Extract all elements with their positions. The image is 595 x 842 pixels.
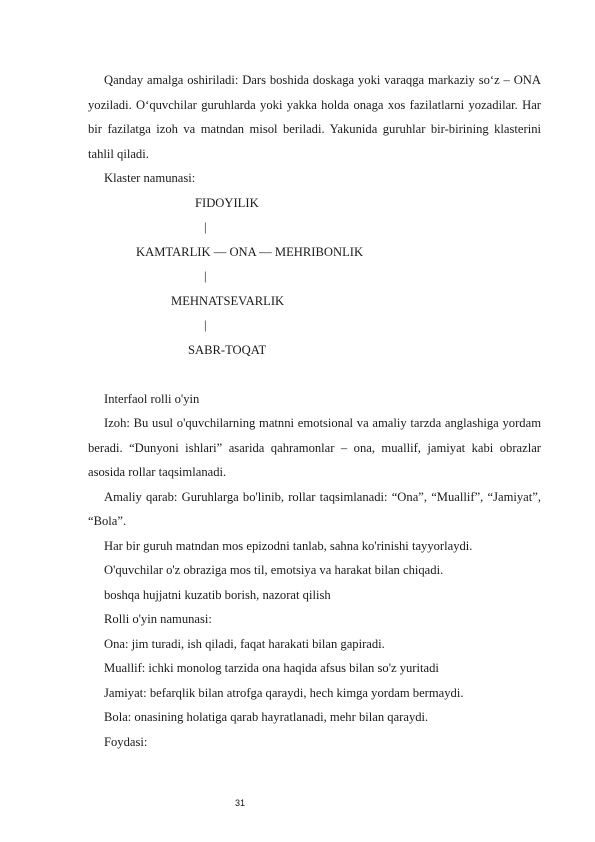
role-item: Bola: onasining holatiga qarab hayratlanadi, mehr bilan qaraydi. <box>104 710 429 724</box>
cluster-node-sabr-toqat: SABR-TOQAT <box>188 342 267 357</box>
foydasi-label: Foydasi: <box>104 734 148 749</box>
sample-heading: Rolli o'yin namunasi: <box>104 612 212 626</box>
role-item: Muallif: ichki monolog tarzida ona haqida afsus bilan so'z yuritadi <box>104 661 439 675</box>
cluster-center-row: KAMTARLIK — ONA — MEHRIBONLIK <box>136 244 364 259</box>
cluster-heading: Klaster namunasi: <box>104 171 196 185</box>
cluster-connector: | <box>204 220 207 234</box>
step-item: O'quvchilar o'z obraziga mos til, emotsiya va harakat bilan chiqadi. <box>104 563 444 577</box>
role-item: Jamiyat: befarqlik bilan atrofga qaraydi, hech kimga yordam bermaydi. <box>104 685 464 700</box>
cluster-node-fidoyilik: FIDOYILIK <box>195 195 259 210</box>
step-item: Har bir guruh matndan mos epizodni tanlab, sahna ko'rinishi tayyorlaydi. <box>104 538 473 553</box>
cluster-diagram <box>88 191 541 363</box>
page-number: 31 <box>234 798 245 808</box>
spacer <box>88 362 541 387</box>
role-item: Ona: jim turadi, ish qiladi, faqat harakati bilan gapiradi. <box>104 636 385 651</box>
cluster-connector: | <box>204 318 207 332</box>
cluster-connector: | <box>204 269 207 283</box>
section-title: Interfaol rolli o'yin <box>104 391 200 406</box>
izoh-paragraph: Izoh: Bu usul o'quvchilarning matnni emotsional va amaliy tarzda anglashiga yordam beradi. “Dunyoni ishlari” asarida qahramonlar – ona, muallif, jamiyat kabi obrazlar asosida rollar taqsimlanadi. <box>88 416 541 479</box>
intro-paragraph: Qanday amalga oshiriladi: Dars boshida doskaga yoki varaqga markaziy so‘z – ONA yoziladi. O‘quvchilar guruhlarda yoki yakka holda onaga xos fazilatlarni yozadilar. Har bir fazilatga izoh va matndan misol beriladi. Yakunida guruhlar bir-birining klasterini tahlil qiladi. <box>88 73 541 161</box>
cluster-node-mehnatsevarlik: MEHNATSEVARLIK <box>171 293 285 308</box>
amaliy-paragraph: Amaliy qarab: Guruhlarga bo'linib, rollar taqsimlanadi: “Ona”, “Muallif”, “Jamiyat”, “Bola”. <box>88 489 541 528</box>
page-body <box>88 68 541 754</box>
step-item: boshqa hujjatni kuzatib borish, nazorat qilish <box>104 587 331 602</box>
